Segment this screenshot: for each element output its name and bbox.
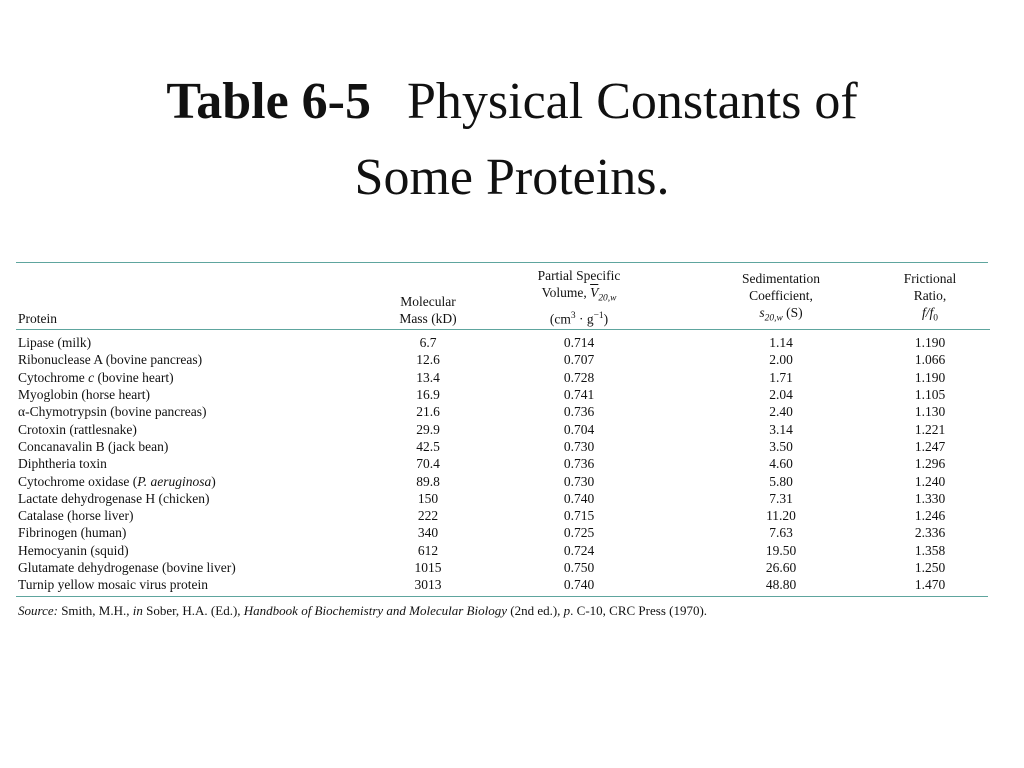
cell-protein: α-Chymotrypsin (bovine pancreas) [18, 404, 207, 420]
header-sed-line1: Sedimentation [742, 270, 820, 286]
source-text-1: Smith, M.H., [57, 602, 133, 618]
cell-protein: Catalase (horse liver) [18, 508, 134, 524]
cell-mass: 612 [417, 542, 439, 558]
header-protein [16, 263, 390, 329]
table-row [16, 473, 990, 490]
cell-frictional-ratio: 1.240 [914, 473, 946, 489]
header-fric-subscript: 0 [933, 313, 938, 324]
header-partial-specific-volume [466, 263, 692, 329]
header-volume-unit-suffix: ) [603, 311, 609, 327]
cell-frictional-ratio: 1.358 [914, 542, 946, 558]
cell-mass: 12.6 [416, 352, 440, 368]
cell-frictional-ratio: 1.296 [914, 456, 946, 472]
cell-volume: 0.714 [563, 335, 595, 351]
header-fric-line2: Ratio, [913, 287, 947, 303]
title-text-line2: Some Proteins. [354, 149, 670, 206]
header-mass-line1: Molecular [400, 294, 456, 310]
table-body [16, 330, 990, 595]
header-protein-label: Protein [18, 311, 57, 327]
cell-sedimentation: 3.50 [769, 438, 793, 454]
cell-sedimentation: 7.31 [769, 490, 793, 506]
cell-mass: 222 [417, 508, 439, 524]
cell-mass: 21.6 [416, 404, 440, 420]
cell-sedimentation: 2.40 [769, 404, 793, 420]
cell-protein: Fibrinogen (human) [18, 525, 127, 541]
protein-constants-table-container [16, 262, 988, 619]
cell-frictional-ratio: 1.190 [914, 369, 946, 385]
table-row [16, 455, 990, 472]
cell-protein: Hemocyanin (squid) [18, 542, 129, 558]
header-row [16, 263, 990, 329]
table-number-label: Table 6-5 [166, 73, 371, 130]
cell-frictional-ratio: 1.105 [914, 387, 946, 403]
header-sed-symbol: s [759, 304, 765, 320]
cell-protein: Glutamate dehydrogenase (bovine liver) [18, 560, 236, 576]
cell-volume: 0.704 [563, 421, 595, 437]
source-book-title: Handbook of Biochemistry and Molecular Biology [243, 602, 507, 618]
cell-volume: 0.725 [563, 525, 595, 541]
cell-volume: 0.707 [563, 352, 595, 368]
cell-volume: 0.740 [563, 577, 595, 593]
protein-constants-table [16, 263, 990, 596]
cell-frictional-ratio: 1.130 [914, 404, 946, 420]
cell-mass: 89.8 [416, 473, 440, 489]
cell-mass: 3013 [414, 577, 442, 593]
table-row [16, 403, 990, 420]
header-sedimentation-coefficient [692, 263, 870, 329]
cell-sedimentation: 5.80 [769, 473, 793, 489]
header-sed-subscript: 20,w [764, 313, 783, 324]
title-text-line1: Physical Constants of [407, 73, 858, 130]
cell-sedimentation: 1.71 [769, 369, 793, 385]
header-fric-line1: Frictional [903, 270, 957, 286]
cell-protein: Diphtheria toxin [18, 456, 107, 472]
cell-volume: 0.736 [563, 404, 595, 420]
cell-sedimentation: 26.60 [765, 560, 797, 576]
cell-protein: Ribonuclease A (bovine pancreas) [18, 352, 203, 368]
header-mass-line2: Mass (kD) [399, 311, 457, 327]
table-row [16, 507, 990, 524]
cell-mass: 29.9 [416, 421, 440, 437]
header-fric-symbol: f/f [922, 304, 934, 320]
table-row [16, 369, 990, 386]
cell-sedimentation: 4.60 [769, 456, 793, 472]
cell-volume: 0.730 [563, 438, 595, 454]
cell-protein: Lipase (milk) [18, 335, 92, 351]
table-row [16, 542, 990, 559]
cell-mass: 16.9 [416, 387, 440, 403]
cell-protein: Turnip yellow mosaic virus protein [18, 577, 208, 593]
cell-mass: 6.7 [419, 335, 437, 351]
cell-frictional-ratio: 1.221 [914, 421, 946, 437]
table-row [16, 438, 990, 455]
cell-sedimentation: 11.20 [766, 508, 796, 524]
source-label: Source: [18, 602, 58, 618]
cell-protein-prefix: Cytochrome c (bovine heart) [18, 369, 174, 385]
slide-title [0, 64, 1024, 216]
header-volume-line2: Volume, [541, 285, 591, 300]
cell-frictional-ratio: 1.247 [914, 438, 946, 454]
table-row [16, 351, 990, 368]
table-header [16, 263, 990, 330]
cell-mass: 1015 [414, 560, 442, 576]
cell-volume: 0.736 [563, 456, 595, 472]
cell-volume: 0.741 [563, 387, 595, 403]
cell-volume: 0.715 [563, 508, 595, 524]
cell-mass: 13.4 [416, 369, 440, 385]
source-in-word: in [132, 602, 143, 618]
cell-sedimentation: 3.14 [769, 421, 793, 437]
cell-protein: Cytochrome oxidase (P. aeruginosa) [18, 473, 216, 489]
table-row [16, 490, 990, 507]
source-p-word: p [563, 602, 571, 618]
header-sed-unit: (S) [782, 304, 803, 320]
header-frictional-ratio [870, 263, 990, 329]
cell-frictional-ratio: 1.250 [914, 560, 946, 576]
source-text-3: (2nd ed.), [506, 602, 564, 618]
cell-frictional-ratio: 1.246 [914, 508, 946, 524]
cell-sedimentation: 48.80 [765, 577, 797, 593]
cell-mass: 42.5 [416, 438, 440, 454]
table-row [16, 421, 990, 438]
cell-volume: 0.728 [563, 369, 595, 385]
cell-protein: Crotoxin (rattlesnake) [18, 421, 137, 437]
cell-protein: Concanavalin B (jack bean) [18, 438, 169, 454]
cell-sedimentation: 19.50 [765, 542, 797, 558]
cell-mass: 150 [417, 490, 439, 506]
cell-frictional-ratio: 1.066 [914, 352, 946, 368]
cell-volume: 0.740 [563, 490, 595, 506]
header-volume-unit-sup1: 3 [570, 310, 576, 321]
header-volume-symbol: $\overline{V}$ [590, 285, 599, 300]
header-volume-line1: Partial Specific [537, 268, 621, 283]
cell-sedimentation: 7.63 [769, 525, 793, 541]
cell-sedimentation: 2.00 [769, 352, 793, 368]
cell-frictional-ratio: 1.330 [914, 490, 946, 506]
cell-mass: 340 [417, 525, 439, 541]
source-text-2: Sober, H.A. (Ed.), [142, 602, 244, 618]
table-row [16, 386, 990, 403]
table-row [16, 330, 990, 351]
header-sed-line2: Coefficient, [749, 287, 813, 303]
cell-protein [16, 369, 390, 386]
header-molecular-mass [390, 263, 466, 329]
cell-protein: Myoglobin (horse heart) [18, 387, 150, 403]
header-volume-unit-sup2: −1 [593, 310, 604, 321]
cell-volume: 0.750 [563, 560, 595, 576]
header-volume-unit-mid: · g [575, 311, 594, 327]
source-text-4: . C-10, CRC Press (1970). [570, 602, 708, 618]
table-source-note [16, 597, 988, 619]
table-row [16, 576, 990, 595]
cell-volume: 0.724 [563, 542, 595, 558]
cell-sedimentation: 2.04 [769, 387, 793, 403]
cell-frictional-ratio: 1.190 [914, 335, 946, 351]
cell-sedimentation: 1.14 [769, 335, 793, 351]
cell-volume: 0.730 [563, 473, 595, 489]
header-volume-subscript: 20,w [598, 293, 617, 304]
cell-frictional-ratio: 2.336 [914, 525, 946, 541]
cell-frictional-ratio: 1.470 [914, 577, 946, 593]
cell-mass: 70.4 [416, 456, 440, 472]
header-volume-unit-prefix: (cm [549, 311, 571, 327]
cell-protein: Lactate dehydrogenase H (chicken) [18, 490, 210, 506]
table-row [16, 559, 990, 576]
table-row [16, 524, 990, 541]
